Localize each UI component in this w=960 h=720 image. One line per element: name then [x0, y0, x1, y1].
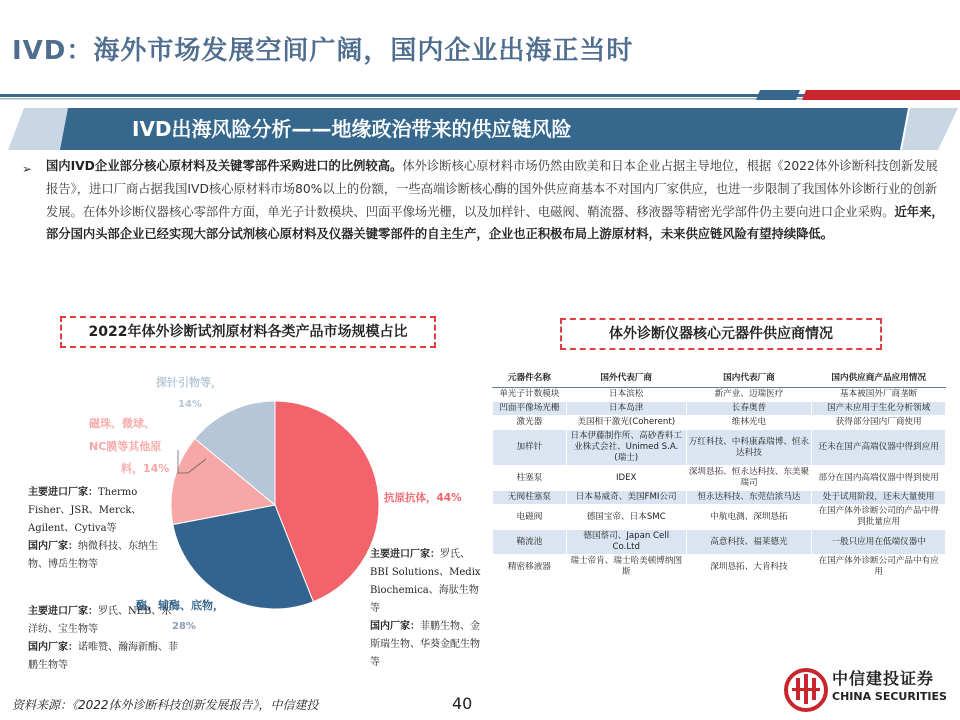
table-row — [493, 416, 946, 430]
table-row — [493, 505, 946, 530]
logo-text-cn: 中信建投证券 — [832, 669, 935, 688]
slice-pct-enzyme: 28% — [172, 621, 196, 632]
table-cell: 日本岛津 — [566, 402, 686, 416]
table-cell: 处于试用阶段，还未大量使用 — [812, 491, 946, 505]
table-cell: 电磁阀 — [493, 505, 567, 530]
table-cell: 日本易威奇、美国FMI公司 — [566, 491, 686, 505]
domestic-text: 诺唯赞、瀚海新酶、菲鹏生物等 — [28, 642, 178, 671]
table-cell: 德国蔡司、Japan Cell Co.Ltd — [566, 530, 686, 555]
table-row — [493, 530, 946, 555]
slice-label-other-2: NC膜等其他原 — [89, 440, 162, 453]
domestic-label: 国内厂家： — [28, 642, 78, 653]
paragraph-body: 体外诊断核心原材料市场仍然由欧美和日本企业占据主导地位，根据《2022体外诊断科技创新发展报告》，进口厂商占据我国IVD核心原材料市场80%以上的份额，一些高端诊断核心酶的国外供应商基本不对国内厂家供应，也进一步限制了我国体外诊断行业的创新发展。在体外诊断仪器核心零部件方面，单光子计数模块、凹面平像场光栅，以及加样针、电磁阀、鞘流器、移液器等精密光学部件仍主要向进口企业采购。 — [46, 159, 938, 219]
import-label: 主要进口厂家： — [370, 549, 440, 560]
table-cell: 瑞士帝肯、瑞士哈美顿博纳图斯 — [566, 555, 686, 580]
body-paragraph — [46, 155, 946, 246]
import-text: 罗氏、BBI Solutions、Medix Biochemica、海肽生物等 — [370, 549, 481, 614]
table-row — [493, 388, 946, 402]
annotation-antigen — [370, 546, 482, 672]
slice-label-antigen: 抗原抗体，44% — [384, 492, 462, 504]
annotation-enzyme — [28, 603, 178, 675]
table-cell: 在国产体外诊断公司的产品中得到批量应用 — [812, 505, 946, 530]
slice-label-enzyme: 酶、辅酶、底物， — [136, 599, 224, 612]
table-cell: 恒永达科技、东莞信浓马达 — [686, 491, 812, 505]
table-cell: 激光器 — [493, 416, 567, 430]
table-cell: 高意科技、福莱德光 — [686, 530, 812, 555]
table-cell: 在国产体外诊断公司产品中有应用 — [812, 555, 946, 580]
slice-label-probe: 探针引物等， — [156, 376, 222, 389]
table-title: 体外诊断仪器核心元器件供应商情况 — [560, 318, 882, 350]
table-cell: 日本滨松 — [566, 388, 686, 402]
table-cell: 加样针 — [493, 430, 567, 466]
table-cell: 美国相干激光(Coherent) — [566, 416, 686, 430]
table-cell: 还未在国产高端仪器中得到应用 — [812, 430, 946, 466]
table-cell: 日本伊藤制作所、高砂香料工业株式会社、Unimed S.A.(瑞士) — [566, 430, 686, 466]
slice-pct-probe: 14% — [178, 399, 202, 410]
paragraph-lead: 国内IVD企业部分核心原材料及关键零部件采购进口的比例较高。 — [46, 159, 403, 173]
source-note: 资料来源：《2022体外诊断科技创新发展报告》，中信建投 — [12, 698, 319, 712]
table-cell: 国产未应用于生化分析领域 — [812, 402, 946, 416]
table-header-cell: 国内代表厂商 — [686, 369, 812, 388]
page-title: IVD：海外市场发展空间广阔，国内企业出海正当时 — [12, 36, 634, 66]
table-row — [493, 402, 946, 416]
table-cell: 获得部分国内厂商使用 — [812, 416, 946, 430]
logo-text-en: CHINA SECURITIES — [832, 690, 947, 703]
table-cell: 德国宝帝、日本SMC — [566, 505, 686, 530]
table-header-cell: 国外代表厂商 — [566, 369, 686, 388]
table-cell: 长春奥普 — [686, 402, 812, 416]
table-header-row — [493, 369, 946, 388]
import-text: Thermo Fisher、JSR、Merck、Agilent、Cytiva等 — [28, 487, 142, 534]
table-cell: 维林光电 — [686, 416, 812, 430]
table-cell: 新产业、迈瑞医疗 — [686, 388, 812, 402]
table-cell: 鞘流池 — [493, 530, 567, 555]
domestic-text: 纳微科技、东纳生物、博岳生物等 — [28, 541, 158, 570]
paragraph-tail: 近年来，部分国内头部企业已经实现大部分试剂核心原材料及仪器关键零部件的自主生产，企业也正积极布局上游原材料，未来供应链风险有望持续降低。 — [46, 204, 944, 242]
table-cell: 一般只应用在低端仪器中 — [812, 530, 946, 555]
pie-chart-title: 2022年体外诊断试剂原材料各类产品市场规模占比 — [60, 316, 436, 348]
import-label: 主要进口厂家： — [28, 487, 98, 498]
supplier-table — [492, 368, 946, 580]
annotation-other-materials — [28, 484, 176, 574]
table-cell: 部分在国内高端仪器中得到使用 — [812, 466, 946, 491]
table-row — [493, 430, 946, 466]
domestic-label: 国内厂家： — [28, 541, 78, 552]
table-row — [493, 491, 946, 505]
table-row — [493, 466, 946, 491]
domestic-label: 国内厂家： — [370, 621, 420, 632]
domestic-text: 菲鹏生物、金斯瑞生物、华葵金配生物等 — [370, 621, 480, 668]
slice-label-other-3: 料，14% — [121, 462, 170, 475]
table-cell: 柱塞泵 — [493, 466, 567, 491]
table-cell: 凹面平像场光栅 — [493, 402, 567, 416]
table-cell: 深圳恳拓、恒永达科技、东美聚瑞司 — [686, 466, 812, 491]
table-cell: 万红科技、中科康森瑞博、恒永达科技 — [686, 430, 812, 466]
table-cell: 基本被国外厂商垄断 — [812, 388, 946, 402]
page-number: 40 — [452, 694, 473, 713]
table-cell: 精密移液器 — [493, 555, 567, 580]
import-text: 罗氏、NEB、东洋纺、宝生物等 — [28, 606, 172, 635]
table-cell: IDEX — [566, 466, 686, 491]
table-cell: 单光子计数模块 — [493, 388, 567, 402]
table-cell: 中航电测、深圳恳拓 — [686, 505, 812, 530]
table-row — [493, 555, 946, 580]
table-cell: 无阀柱塞泵 — [493, 491, 567, 505]
slice-label-other-1: 磁珠、微球、 — [89, 417, 155, 430]
import-label: 主要进口厂家： — [28, 606, 98, 617]
bullet-marker: ➢ — [22, 162, 33, 176]
section-banner: IVD出海风险分析——地缘政治带来的供应链风险 — [110, 108, 890, 150]
table-header-cell: 国内供应商产品应用情况 — [812, 369, 946, 388]
table-cell: 深圳恳拓、大肯科技 — [686, 555, 812, 580]
table-header-cell: 元器件名称 — [493, 369, 567, 388]
